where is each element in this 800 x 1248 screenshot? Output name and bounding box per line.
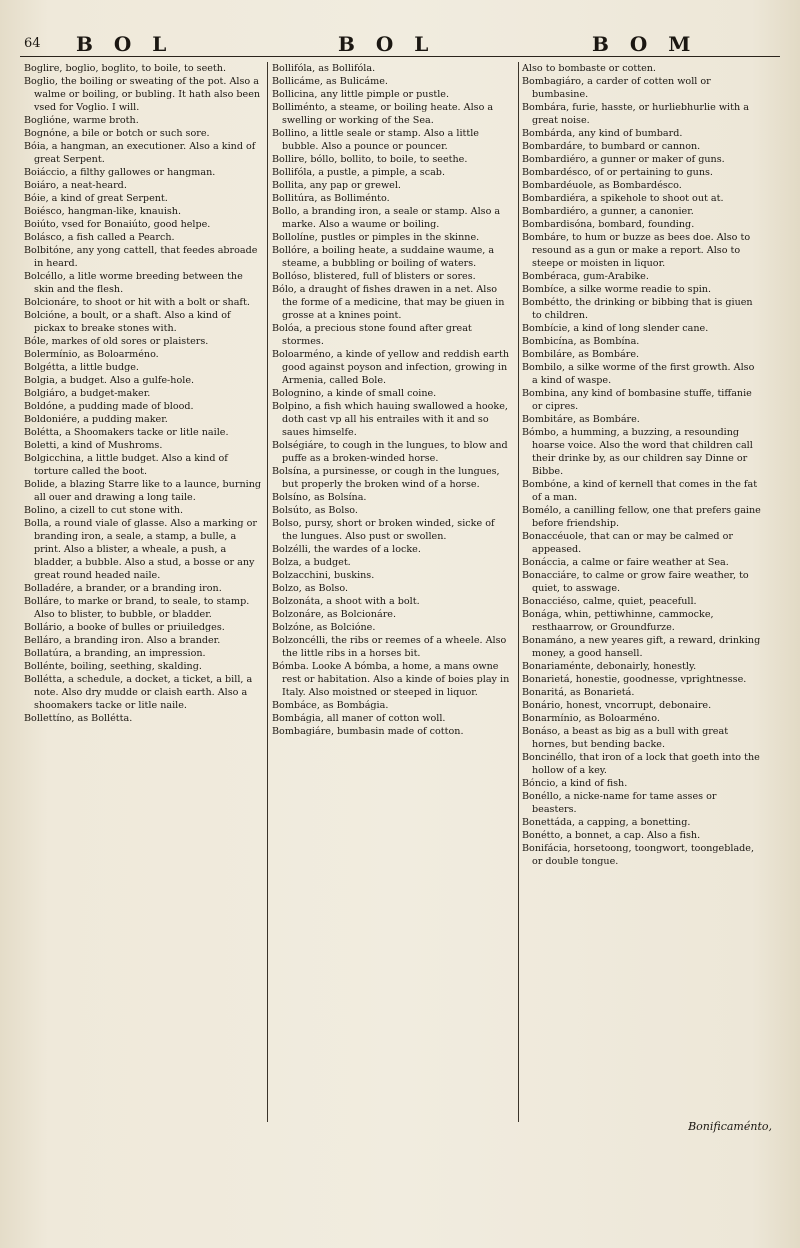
dictionary-entry: Bolzacchini, buskins. [272, 570, 375, 581]
dictionary-entry: Bombardésco, of or pertaining to guns. [522, 167, 713, 178]
column-right [522, 62, 762, 868]
dictionary-entry: Bonétto, a bonnet, a cap. Also a fish. [522, 830, 701, 841]
dictionary-entry: Bollita, any pap or grewel. [272, 180, 401, 191]
dictionary-entry: Bombitáre, as Bombáre. [522, 414, 640, 425]
dictionary-entry: Bombóne, a kind of kernell that comes in the fat of a man. [522, 479, 758, 503]
dictionary-entry: Bonifácia, horsetoong, toongwort, toongeblade, or double tongue. [522, 843, 755, 867]
dictionary-entry: Bolásco, a fish called a Pearch. [24, 232, 175, 243]
dictionary-entry: Bolermínio, as Boloarméno. [24, 349, 159, 360]
dictionary-entry: Boletti, a kind of Mushroms. [24, 440, 163, 451]
dictionary-entry: Boloarméno, a kinde of yellow and reddish earth good against poyson and infection, growing in Armenia, called Bole. [272, 349, 510, 386]
dictionary-entry: Bonáccia, a calme or faire weather at Sea. [522, 557, 729, 568]
bottom-margin [0, 1150, 800, 1248]
dictionary-entry: Bollolíne, pustles or pimples in the skinne. [272, 232, 480, 243]
dictionary-entry: Bollário, a booke of bulles or priuiledges. [24, 622, 225, 633]
dictionary-entry: Bolzoncélli, the ribs or reemes of a wheele. Also the little ribs in a horses bit. [272, 635, 507, 659]
dictionary-entry: Bólo, a draught of fishes drawen in a net. Also the forme of a medicine, that may be giuen in grosse at a knines point. [272, 284, 505, 321]
dictionary-entry: Bollettíno, as Bollétta. [24, 713, 133, 724]
dictionary-entry: Bollénte, boiling, seething, skalding. [24, 661, 202, 672]
dictionary-entry: Bombilo, a silke worme of the first growth. Also a kind of waspe. [522, 362, 755, 386]
dictionary-entry: Bombardiéro, a gunner or maker of guns. [522, 154, 725, 165]
dictionary-entry: Bolségiáre, to cough in the lungues, to blow and puffe as a broken-winded horse. [272, 440, 508, 464]
dictionary-entry: Bolcióne, a boult, or a shaft. Also a kind of pickax to breake stones with. [24, 310, 231, 334]
dictionary-entry: Bonáso, a beast as big as a bull with great hornes, but bending backe. [522, 726, 729, 750]
dictionary-entry: Bolsíno, as Bolsína. [272, 492, 367, 503]
dictionary-entry: Bollifóla, as Bollifóla. [272, 63, 376, 74]
headword-center: B O L [338, 32, 436, 56]
dictionary-entry: Bolognino, a kinde of small coine. [272, 388, 437, 399]
dictionary-entry: Boldoniére, a pudding maker. [24, 414, 168, 425]
dictionary-entry: Bombagiáre, bumbasin made of cotton. [272, 726, 464, 737]
dictionary-entry: Bolgia, a budget. Also a gulfe-hole. [24, 375, 195, 386]
dictionary-entry: Bonettáda, a capping, a bonetting. [522, 817, 691, 828]
dictionary-entry: Bonarietá, honestie, goodnesse, vprightnesse. [522, 674, 747, 685]
dictionary-entry: Bombárda, any kind of bumbard. [522, 128, 683, 139]
dictionary-entry: Bollicáme, as Bulicáme. [272, 76, 388, 87]
headword-right: B O M [592, 32, 698, 56]
dictionary-entry: Bonacciéso, calme, quiet, peacefull. [522, 596, 697, 607]
dictionary-entry: Bóie, a kind of great Serpent. [24, 193, 168, 204]
dictionary-entry: Boiáccio, a filthy gallowes or hangman. [24, 167, 216, 178]
dictionary-entry: Boldóne, a pudding made of blood. [24, 401, 194, 412]
dictionary-entry: Boiáro, a neat-heard. [24, 180, 127, 191]
dictionary-entry: Boiúto, vsed for Bonaiúto, good helpe. [24, 219, 211, 230]
column-middle [272, 62, 512, 738]
dictionary-entry: Bolcéllo, a litle worme breeding between the skin and the flesh. [24, 271, 243, 295]
dictionary-entry: Bollo, a branding iron, a seale or stamp. Also a marke. Also a waume or boiling. [272, 206, 501, 230]
dictionary-entry: Bombagiáro, a carder of cotten woll or bumbasine. [522, 76, 711, 100]
dictionary-entry: Bollire, bóllo, bollito, to boile, to seethe. [272, 154, 468, 165]
dictionary-entry: Bombíce, a silke worme readie to spin. [522, 284, 712, 295]
dictionary-entry: Bómba. Looke A bómba, a home, a mans owne rest or habitation. Also a kinde of boies play in Italy. Also moistned or steeped in liquor. [272, 661, 510, 698]
dictionary-entry: Bolla, a round viale of glasse. Also a marking or branding iron, a seale, a stamp, a bulle, a print. Also a blister, a wheale, a push, a bladder, a bubble. Also a stud, a bosse or any great round headed naile. [24, 518, 257, 581]
headword-left: B O L [76, 32, 174, 56]
dictionary-entry: Bolsúto, as Bolso. [272, 505, 358, 516]
dictionary-entry: Bomélo, a canilling fellow, one that prefers gaine before friendship. [522, 505, 761, 529]
dictionary-entry: Bonário, honest, vncorrupt, debonaire. [522, 700, 712, 711]
dictionary-entry: Bolzonáta, a shoot with a bolt. [272, 596, 420, 607]
dictionary-entry: Bombétto, the drinking or bibbing that is giuen to children. [522, 297, 753, 321]
dictionary-entry: Bolláre, to marke or brand, to seale, to stamp. Also to blister, to bubble, or bladder. [24, 596, 250, 620]
dictionary-entry: Bollétta, a schedule, a docket, a ticket, a bill, a note. Also dry mudde or claish earth. Also a shoomakers tacke or litle naile. [24, 674, 253, 711]
dictionary-entry: Bolcionáre, to shoot or hit with a bolt or shaft. [24, 297, 250, 308]
dictionary-entry: Bombardisóna, bombard, founding. [522, 219, 695, 230]
dictionary-entry: Bolbitóne, any yong cattell, that feedes abroade in heard. [24, 245, 258, 269]
dictionary-entry: Bonarmínio, as Boloarméno. [522, 713, 660, 724]
dictionary-entry: Bonaritá, as Bonarietá. [522, 687, 635, 698]
dictionary-columns [24, 62, 776, 1142]
dictionary-entry: Bómbo, a humming, a buzzing, a resounding hoarse voice. Also the word that children call their drinke by, as our children say Dinne or Bibbe. [522, 427, 753, 477]
dictionary-entry: Bombina, any kind of bombasine stuffe, tiffanie or cipres. [522, 388, 752, 412]
dictionary-entry: Boglire, boglio, boglito, to boile, to seeth. [24, 63, 227, 74]
dictionary-entry: Boglio, the boiling or sweating of the pot. Also a walme or boiling, or bubling. It hath also been vsed for Voglio. I will. [24, 76, 261, 113]
dictionary-entry: Bognóne, a bile or botch or such sore. [24, 128, 210, 139]
dictionary-entry: Bóia, a hangman, an executioner. Also a kind of great Serpent. [24, 141, 256, 165]
running-header [20, 30, 780, 57]
dictionary-entry: Bolgicchina, a little budget. Also a kind of torture called the boot. [24, 453, 228, 477]
dictionary-entry: Bollino, a little seale or stamp. Also a little bubble. Also a pounce or pouncer. [272, 128, 479, 152]
catchword: Bonificaménto, [688, 1120, 772, 1133]
dictionary-entry: Bóncio, a kind of fish. [522, 778, 628, 789]
dictionary-entry: Bombéraca, gum-Arabike. [522, 271, 649, 282]
dictionary-entry: Bollifóla, a pustle, a pimple, a scab. [272, 167, 445, 178]
dictionary-entry: Bombardiéro, a gunner, a canonier. [522, 206, 694, 217]
dictionary-entry: Bolóa, a precious stone found after great stormes. [272, 323, 472, 347]
dictionary-entry: Boncinéllo, that iron of a lock that goeth into the hollow of a key. [522, 752, 760, 776]
dictionary-entry: Bolgiáro, a budget-maker. [24, 388, 151, 399]
dictionary-entry: Boiésco, hangman-like, knauish. [24, 206, 182, 217]
dictionary-entry: Bonariaménte, debonairly, honestly. [522, 661, 697, 672]
dictionary-entry: Bonaccéuole, that can or may be calmed or appeased. [522, 531, 733, 555]
dictionary-entry: Bonéllo, a nicke-name for tame asses or beasters. [522, 791, 717, 815]
dictionary-entry: Bóle, markes of old sores or plaisters. [24, 336, 209, 347]
dictionary-entry: Bollatúra, a branding, an impression. [24, 648, 206, 659]
dictionary-entry: Bolgétta, a little budge. [24, 362, 139, 373]
dictionary-entry: Bolladére, a brander, or a branding iron. [24, 583, 222, 594]
dictionary-entry: Bolzélli, the wardes of a locke. [272, 544, 421, 555]
dictionary-entry: Bolzonáre, as Bolcionáre. [272, 609, 397, 620]
dictionary-entry: Bombicína, as Bombína. [522, 336, 640, 347]
dictionary-entry: Bombágia, all maner of cotton woll. [272, 713, 446, 724]
dictionary-entry: Bollitúra, as Bolliménto. [272, 193, 390, 204]
dictionary-entry: Bonacciáre, to calme or grow faire weather, to quiet, to asswage. [522, 570, 749, 594]
dictionary-entry: Bombardiéra, a spikehole to shoot out at. [522, 193, 724, 204]
dictionary-entry: Bolzóne, as Bolcióne. [272, 622, 376, 633]
dictionary-entry: Bombície, a kind of long slender cane. [522, 323, 709, 334]
dictionary-entry: Bolzo, as Bolso. [272, 583, 348, 594]
dictionary-entry: Bolino, a cizell to cut stone with. [24, 505, 184, 516]
dictionary-entry: Bolsína, a pursinesse, or cough in the lungues, but properly the broken wind of a horse. [272, 466, 500, 490]
dictionary-entry: Bonamáno, a new yeares gift, a reward, drinking money, a good hansell. [522, 635, 761, 659]
dictionary-entry: Bombáre, to hum or buzze as bees doe. Also to resound as a gun or make a report. Also to steepe or moisten in liquor. [522, 232, 751, 269]
dictionary-entry: Belláro, a branding iron. Also a brander. [24, 635, 221, 646]
dictionary-entry: Bollóso, blistered, full of blisters or sores. [272, 271, 476, 282]
dictionary-entry: Also to bombaste or cotten. [522, 63, 656, 74]
dictionary-entry: Bombardáre, to bumbard or cannon. [522, 141, 701, 152]
dictionary-entry: Bolpino, a fish which hauing swallowed a hooke, doth cast vp all his entrailes with it and so saues himselfe. [272, 401, 508, 438]
dictionary-entry: Bolétta, a Shoomakers tacke or litle naile. [24, 427, 229, 438]
column-left [24, 62, 264, 725]
dictionary-entry: Bombára, furie, hasste, or hurliebhurlie with a great noise. [522, 102, 749, 126]
dictionary-entry: Bollicina, any little pimple or pustle. [272, 89, 450, 100]
dictionary-entry: Bonága, whin, pettiwhinne, cammocke, resthaarrow, or Groundfurze. [522, 609, 714, 633]
dictionary-entry: Boglióne, warme broth. [24, 115, 139, 126]
dictionary-entry: Bolso, pursy, short or broken winded, sicke of the lungues. Also pust or swollen. [272, 518, 495, 542]
dictionary-entry: Bollóre, a boiling heate, a suddaine waume, a steame, a bubbling or boiling of waters. [272, 245, 495, 269]
dictionary-entry: Bombiláre, as Bombáre. [522, 349, 640, 360]
dictionary-entry: Bolza, a budget. [272, 557, 351, 568]
dictionary-entry: Bolliménto, a steame, or boiling heate. Also a swelling or working of the Sea. [272, 102, 494, 126]
page-number: 64 [24, 36, 41, 51]
dictionary-entry: Bolide, a blazing Starre like to a launce, burning all ouer and drawing a long taile. [24, 479, 262, 503]
dictionary-entry: Bombáce, as Bombágia. [272, 700, 389, 711]
dictionary-entry: Bombardéuole, as Bombardésco. [522, 180, 682, 191]
